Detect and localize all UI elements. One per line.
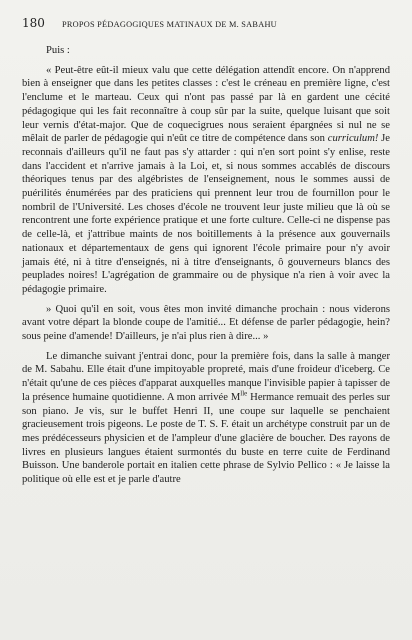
paragraph-3-superscript: lle: [240, 389, 248, 398]
paragraph-1: [22, 64, 390, 297]
page-header: [22, 16, 390, 30]
paragraph-3-part-a: Le dimanche suivant j'entrai donc, pour la première fois, dans la salle à manger de M. Sabahu. Elle était d'une impitoyable propreté, mais d'une froideur d'iceberg. Ce n'était qu'une de ces pièces d'apparat auxquelles manque l'invisible papier à tapisser de la présence humaine quotidienne. A mon arrivée M: [22, 350, 390, 403]
paragraph-intro: [22, 44, 390, 58]
paragraph-1-part-b: Je reconnais d'ailleurs qu'il ne faut pas s'y attarder : qui n'en sort point s'y enlise, reste dans l'accident et n'arrive jamais à la Loi, et, si nous sommes accablés de discours théoriques tenus par des algébristes de l'enseignement, nous le sommes aussi de puérilités énumérées par des praticiens qui prennent leur trou de fournillon pour le nombril de l'Université. Les choses d'école ne trouvent leur juste milieu que là où se rencontrent une forte expérience pratique et une forte culture. Celle-ci ne dispense pas de celle-là, et j'attribue maints de nos boitillements à la présence aux gouvernails nationaux et départementaux de gens qui ignorent l'école primaire pour n'y avoir jamais été, ni à titre d'enseignés, ni à titre d'enseignants, ô gouverneurs blancs des peuplades noires! L'agrégation de grammaire ou de physique n'a rien à voir avec la pédagogie primaire.: [22, 133, 390, 295]
paragraph-2: [22, 303, 390, 344]
paragraph-1-part-a: « Peut-être eût-il mieux valu que cette délégation attendît encore. On n'apprend bien à enseigner que dans les petites classes : c'est le créneau en première ligne, c'est l'enclume et le marteau. Ceux qui n'ont pas passé par là en gardent une cécité pédagogique qui les fait reconnaître à coup sûr par la suite, quelque luisant que soit leur vernis d'état-major. Que de coquecigrues nous seraient épargnées si nul ne se mêlait de parler de pédagogie qui n'eût ce titre de compétence dans son: [22, 64, 390, 145]
body-text: [22, 44, 390, 487]
intro-text: Puis :: [46, 45, 70, 56]
paragraph-2-text: » Quoi qu'il en soit, vous êtes mon invité dimanche prochain : nous viderons avant votre départ la blonde coupe de l'amitié... Et défense de parler pédagogie, hein? sous peine d'amende! D'ailleurs, je n'ai plus rien à dire... »: [22, 303, 390, 343]
paragraph-1-italic: curriculum!: [327, 133, 379, 145]
running-title: PROPOS PÉDAGOGIQUES MATINAUX DE M. SABAHU: [62, 20, 277, 29]
paragraph-3: [22, 350, 390, 487]
paragraph-3-part-b: Hermance remuait des perles sur son piano. Je vis, sur le buffet Henri II, une coupe sur laquelle se penchaient gracieusement trois pigeons. Le poste de T. S. F. était un archétype construit par un de mes prédécesseurs physicien et de l'ampleur d'une glacière de boucher. Des rayons de livres en plusieurs langues étaient surmontés du buste en terre cuite de Ferdinand Buisson. Une banderole portait en italien cette phrase de Sylvio Pellico : « Je laisse la politique où elle est et je parle d'autre: [22, 391, 390, 486]
page-number: 180: [22, 16, 45, 30]
